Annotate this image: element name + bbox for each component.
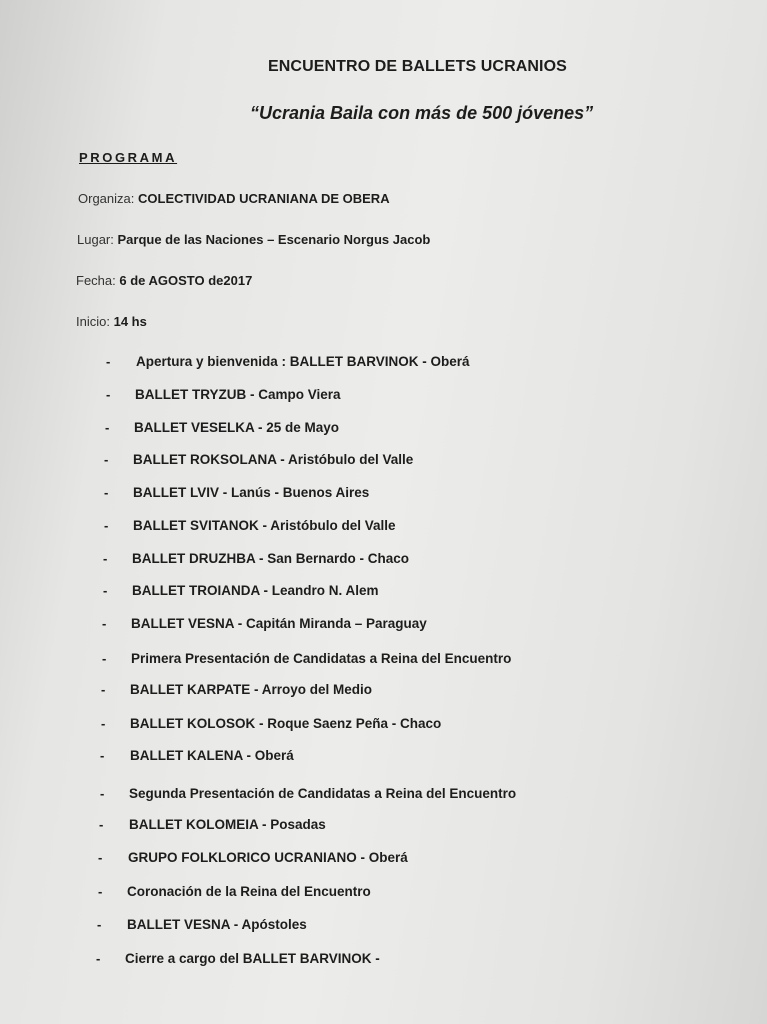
- document-title: ENCUENTRO DE BALLETS UCRANIOS: [268, 58, 567, 75]
- list-bullet: -: [98, 884, 103, 899]
- list-bullet: -: [103, 583, 108, 598]
- list-bullet: -: [97, 917, 102, 932]
- list-bullet: -: [104, 452, 109, 467]
- list-bullet: -: [103, 551, 108, 566]
- list-item: BALLET VESNA - Apóstoles: [127, 917, 307, 932]
- info-organiza: [78, 191, 390, 206]
- list-bullet: -: [101, 682, 106, 697]
- list-item: BALLET VESELKA - 25 de Mayo: [134, 420, 340, 435]
- list-bullet: -: [100, 748, 105, 763]
- list-bullet: -: [99, 817, 104, 832]
- list-item: BALLET TRYZUB - Campo Viera: [135, 387, 341, 402]
- list-bullet: -: [98, 850, 103, 865]
- list-item: BALLET KARPATE - Arroyo del Medio: [130, 682, 372, 697]
- info-label: Inicio:: [76, 314, 110, 329]
- list-bullet: -: [104, 518, 109, 533]
- list-bullet: -: [106, 387, 111, 402]
- list-bullet: -: [105, 420, 110, 435]
- list-item: BALLET KALENA - Oberá: [130, 748, 294, 763]
- list-bullet: -: [102, 651, 107, 666]
- list-item: BALLET LVIV - Lanús - Buenos Aires: [133, 485, 370, 500]
- list-item: BALLET TROIANDA - Leandro N. Alem: [132, 583, 379, 598]
- list-bullet: -: [102, 616, 107, 631]
- section-heading: PROGRAMA: [79, 150, 178, 165]
- info-inicio: [76, 314, 147, 329]
- list-item: GRUPO FOLKLORICO UCRANIANO - Oberá: [128, 850, 408, 865]
- list-bullet: -: [104, 485, 109, 500]
- info-value: Parque de las Naciones – Escenario Norgus Jacob: [117, 232, 431, 247]
- info-label: Lugar:: [77, 232, 114, 247]
- info-value: COLECTIVIDAD UCRANIANA DE OBERA: [138, 191, 390, 206]
- list-item: Cierre a cargo del BALLET BARVINOK -: [125, 951, 380, 966]
- info-label: Organiza:: [78, 191, 135, 206]
- info-lugar: [77, 232, 430, 247]
- list-bullet: -: [106, 354, 111, 369]
- list-item: Primera Presentación de Candidatas a Reina del Encuentro: [131, 651, 512, 666]
- document-subtitle: “Ucrania Baila con más de 500 jóvenes”: [250, 103, 594, 123]
- list-bullet: -: [101, 716, 106, 731]
- list-bullet: -: [96, 951, 101, 966]
- list-item: BALLET SVITANOK - Aristóbulo del Valle: [133, 518, 396, 533]
- list-item: Apertura y bienvenida : BALLET BARVINOK - Oberá: [136, 354, 470, 369]
- list-item: Segunda Presentación de Candidatas a Reina del Encuentro: [129, 786, 517, 801]
- list-item: BALLET DRUZHBA - San Bernardo - Chaco: [132, 551, 410, 566]
- list-item: BALLET VESNA - Capitán Miranda – Paraguay: [131, 616, 427, 631]
- list-item: BALLET ROKSOLANA - Aristóbulo del Valle: [133, 452, 414, 467]
- list-item: BALLET KOLOSOK - Roque Saenz Peña - Chaco: [130, 716, 442, 731]
- info-label: Fecha:: [76, 273, 116, 288]
- list-bullet: -: [100, 786, 105, 801]
- info-fecha: [76, 273, 252, 288]
- list-item: BALLET KOLOMEIA - Posadas: [129, 817, 326, 832]
- info-value: 6 de AGOSTO de2017: [119, 273, 253, 288]
- list-item: Coronación de la Reina del Encuentro: [127, 884, 371, 899]
- info-value: 14 hs: [113, 314, 147, 329]
